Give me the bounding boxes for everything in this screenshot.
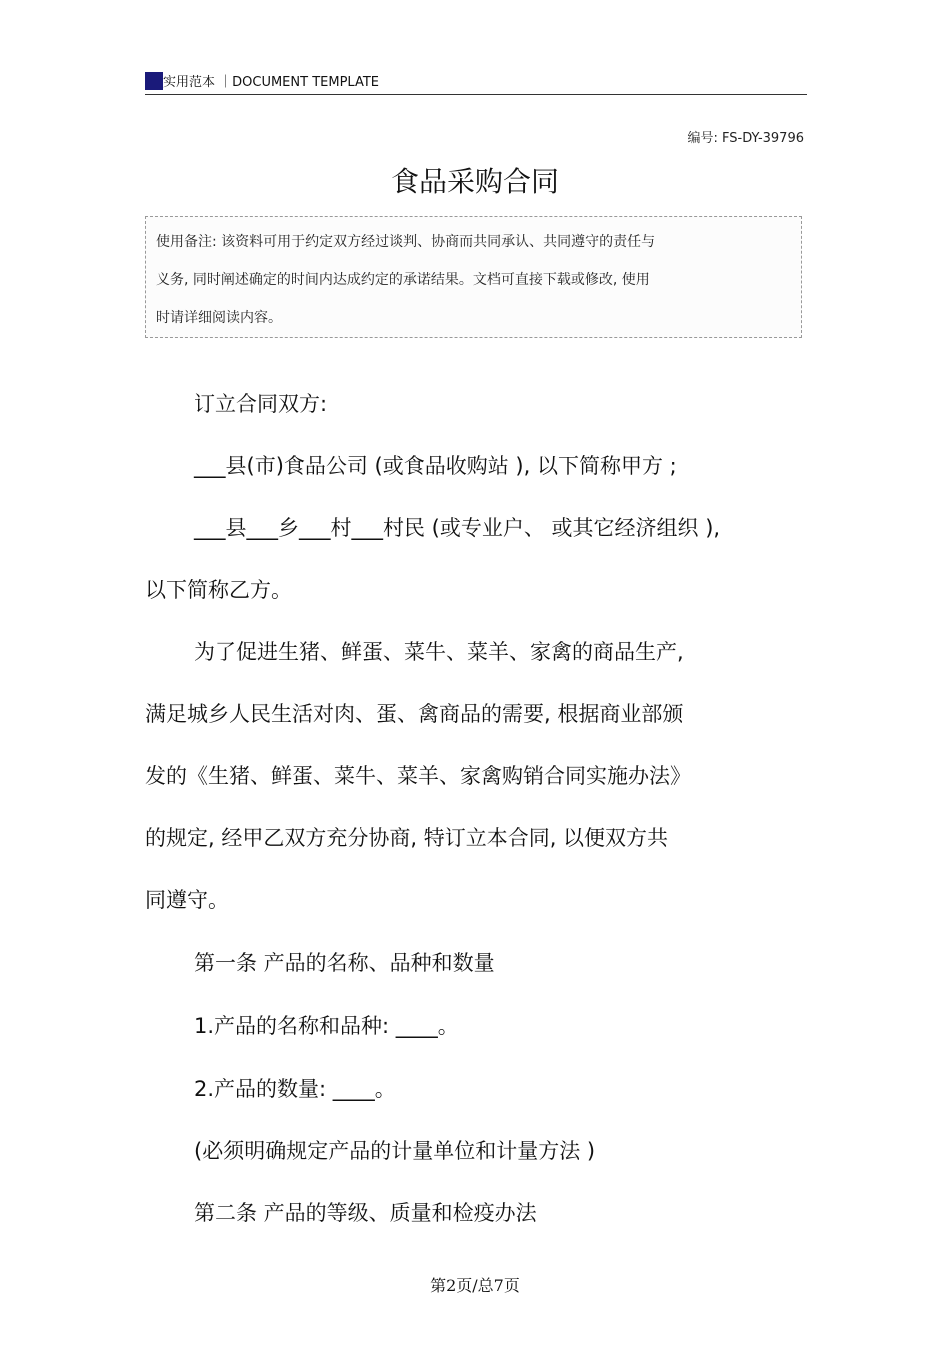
purpose-line-3: 发的《生猪、鲜蛋、菜牛、菜羊、家禽购销合同实施办法》	[145, 764, 691, 788]
measurement-note: (必须明确规定产品的计量单位和计量方法 )	[194, 1139, 596, 1163]
purpose-line-2: 满足城乡人民生活对肉、蛋、禽商品的需要, 根据商业部颁	[145, 702, 684, 726]
party-a-line: ___县(市)食品公司 (或食品收购站 ), 以下简称甲方 ;	[194, 454, 677, 478]
note-line-2: 义务, 同时阐述确定的时间内达成约定的承诺结果。文档可直接下载或修改, 使用	[156, 272, 650, 288]
contract-parties-heading: 订立合同双方:	[194, 392, 328, 416]
note-line-1: 使用备注: 该资料可用于约定双方经过谈判、协商而共同承认、共同遵守的责任与	[156, 234, 656, 250]
purpose-line-5: 同遵守。	[145, 888, 229, 912]
article-2-heading: 第二条 产品的等级、质量和检疫办法	[194, 1201, 537, 1225]
page-header	[145, 70, 807, 95]
page-number: 第2页/总7页	[430, 1276, 520, 1295]
purpose-line-1: 为了促进生猪、鲜蛋、菜牛、菜羊、家禽的商品生产,	[194, 640, 684, 664]
item-2-line: 2.产品的数量: ____。	[194, 1077, 396, 1101]
note-line-3: 时请详细阅读内容。	[156, 310, 282, 326]
usage-note-box	[145, 216, 802, 338]
header-logo-square	[145, 72, 163, 90]
item-1-line: 1.产品的名称和品种: ____。	[194, 1014, 459, 1038]
party-b-line-cont: 以下简称乙方。	[145, 578, 292, 602]
document-title: 食品采购合同	[390, 165, 559, 198]
article-1-heading: 第一条 产品的名称、品种和数量	[194, 951, 495, 975]
document-number: 编号: FS-DY-39796	[687, 131, 804, 146]
party-b-line: ___县___乡___村___村民 (或专业户、 或其它经济组织 ),	[194, 516, 721, 540]
purpose-line-4: 的规定, 经甲乙双方充分协商, 特订立本合同, 以便双方共	[145, 826, 669, 850]
header-text: 实用范本 ｜DOCUMENT TEMPLATE	[163, 75, 379, 90]
